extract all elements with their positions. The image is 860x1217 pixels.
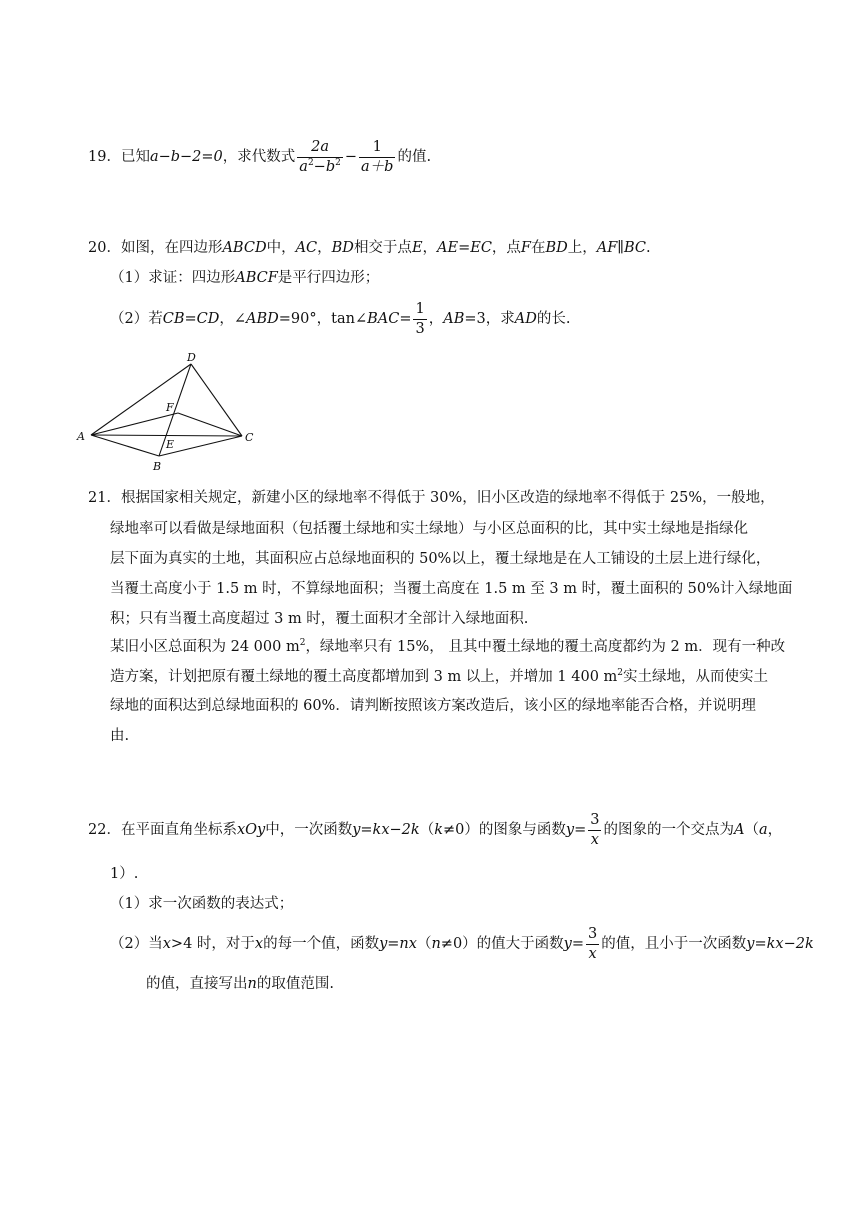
quadrilateral-figure (74, 350, 264, 475)
question-20-part-2: （2）若CB=CD，∠ABD=90°，tan∠BAC= $\frac{1}{3}$ ，AB=3，求AD的长. (110, 300, 571, 337)
segment-dc (191, 364, 242, 436)
label-c: C (245, 431, 254, 444)
question-21-p2-line-3: 绿地的面积达到总绿地面积的 60%．请判断按照该方案改造后，该小区的绿地率能否合格，并说明理 (110, 698, 756, 714)
question-22-part-2: （2）当x>4 时，对于x的每一个值，函数y=nx（n≠0）的值大于函数y= $\frac{3}{x}$ 的值，且小于一次函数y=kx−2k (110, 925, 814, 962)
fraction-1-over-a-plus-b: $\frac{1}{a+b}$ (361, 138, 394, 175)
question-21-line-5: 积；只有当覆土高度超过 3 m 时，覆土面积才全部计入绿地面积. (110, 611, 529, 627)
question-21-p2-line-4: 由. (110, 728, 130, 744)
question-21-line-4: 当覆土高度小于 1.5 m 时，不算绿地面积；当覆土高度在 1.5 m 至 3 m 时，覆土面积的 50%计入绿地面 (110, 581, 793, 597)
question-22-part-1: （1）求一次函数的表达式； (110, 896, 294, 912)
fraction-2a-over-a2-b2: $\frac{2a}{a^2-b^2}$ (299, 138, 341, 175)
question-22-part-2-cont: 的值，直接写出n的取值范围. (146, 976, 334, 992)
label-d: D (187, 351, 196, 364)
segment-ab (91, 435, 159, 456)
segment-bd (159, 364, 191, 456)
question-20-stem: 20．如图，在四边形ABCD中，AC，BD相交于点E，AE=EC，点F在BD上，AF∥BC. (88, 240, 651, 256)
question-22-stem: 22．在平面直角坐标系xOy中，一次函数y=kx−2k（k≠0）的图象与函数y= $\frac{3}{x}$ 的图象的一个交点为A（a， (88, 811, 783, 848)
fraction-3-over-x: $\frac{3}{x}$ (590, 811, 600, 848)
question-21-line-3: 层下面为真实的土地，其面积应占总绿地面积的 50%以上，覆土绿地是在人工铺设的土层上进行绿化， (110, 551, 771, 567)
question-19: 19．已知a−b−2=0，求代数式 $\frac{2a}{a^2-b^2}$ − $\frac{1}{a+b}$ 的值. (88, 138, 432, 175)
fraction-1-over-3: $\frac{1}{3}$ (415, 300, 425, 337)
question-21-line-2: 绿地率可以看做是绿地面积（包括覆土绿地和实土绿地）与小区总面积的比，其中实土绿地是指绿化 (110, 521, 748, 537)
segment-fc (178, 413, 242, 436)
label-b: B (153, 460, 162, 473)
fraction-3-over-x-2: $\frac{3}{x}$ (588, 925, 598, 962)
question-22-stem-cont: 1）. (110, 866, 139, 882)
question-21-p2-line-1: 某旧小区总面积为 24 000 $m^2$，绿地率只有 15%， 且其中覆土绿地的覆土高度都约为 2 m．现有一种改 (110, 638, 786, 655)
question-21-p2-line-2: 造方案，计划把原有覆土绿地的覆土高度都增加到 3 m 以上，并增加 1 400 $m^2$实土绿地，从而使实土 (110, 668, 769, 685)
question-20-part-1: （1）求证：四边形ABCF是平行四边形； (110, 270, 380, 286)
label-e: E (166, 438, 175, 451)
question-21-line-1: 21．根据国家相关规定，新建小区的绿地率不得低于 30%，旧小区改造的绿地率不得低于 25%，一般地， (88, 490, 775, 506)
segment-ad (91, 364, 191, 435)
segment-af (91, 413, 178, 435)
label-f: F (166, 401, 174, 414)
label-a: A (77, 430, 85, 443)
